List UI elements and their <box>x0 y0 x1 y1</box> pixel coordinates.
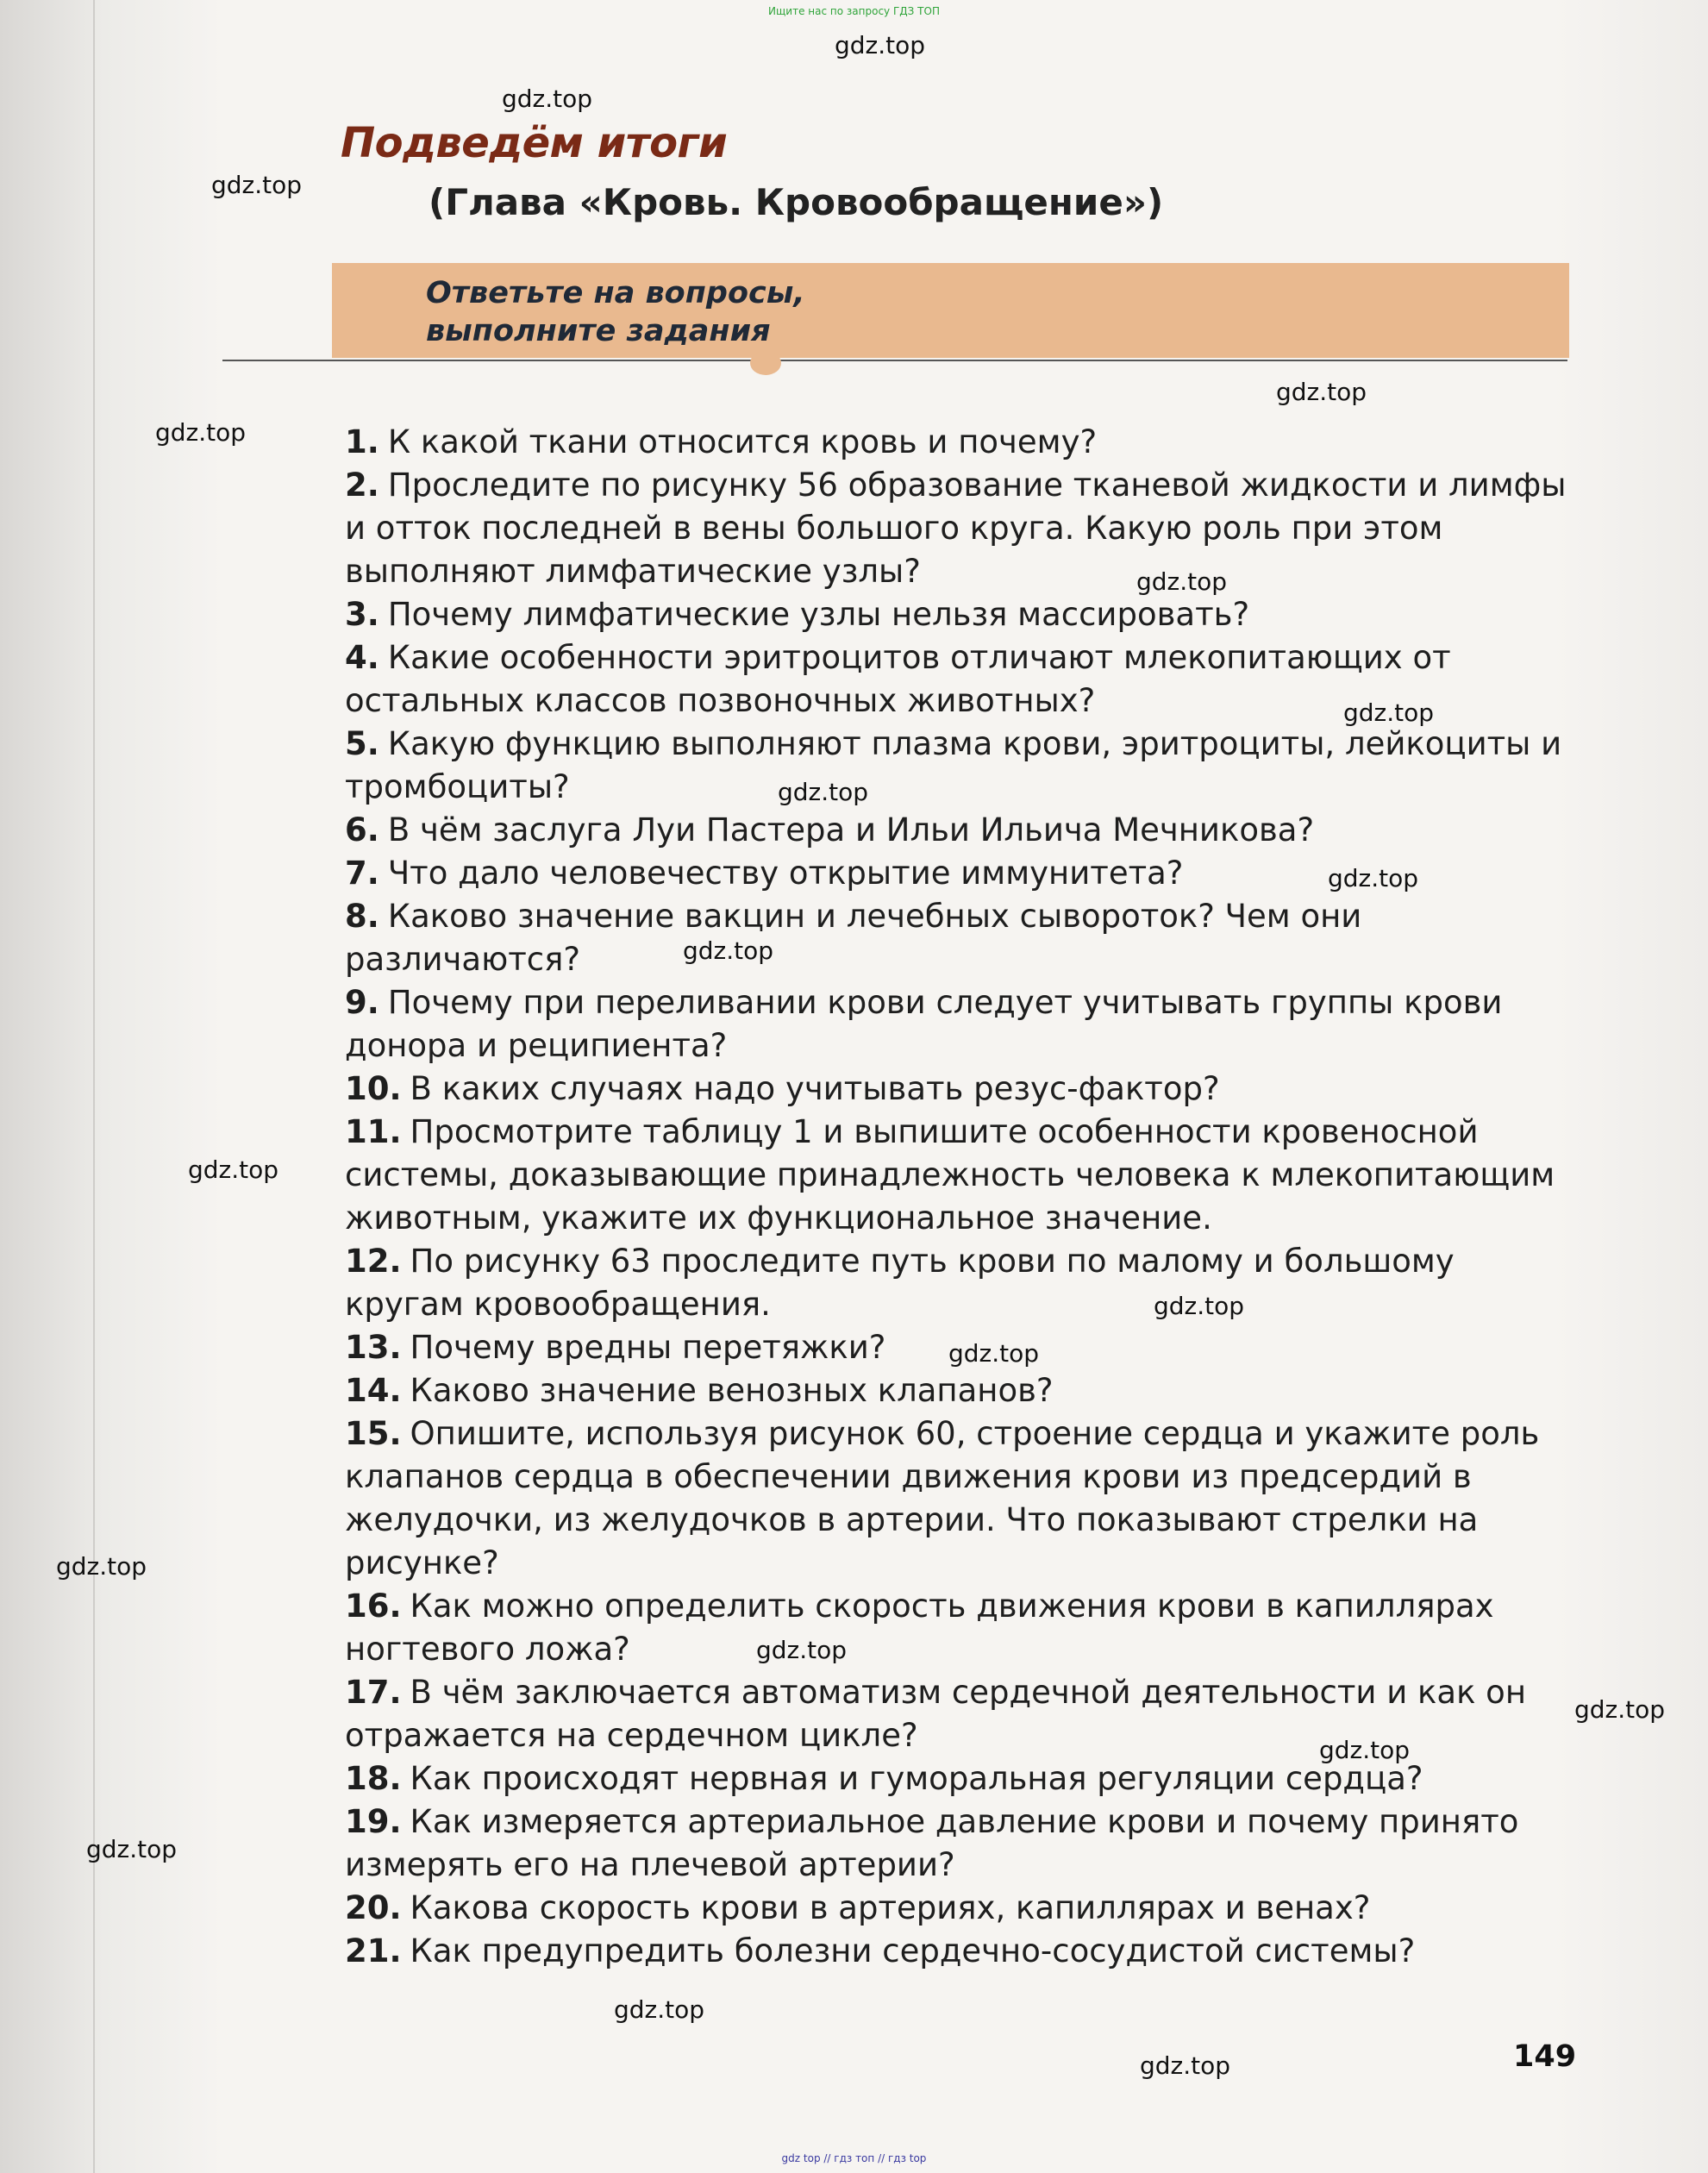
question-text: Как предупредить болезни сердечно-сосудистой системы? <box>410 1932 1416 1969</box>
question-item <box>345 593 1569 636</box>
watermark: gdz.top <box>1136 567 1228 596</box>
question-text: Как можно определить скорость движения крови в капиллярах ногтевого ложа? <box>345 1587 1494 1668</box>
question-item <box>345 1800 1569 1887</box>
question-number: 9. <box>345 984 379 1021</box>
watermark: gdz.top <box>56 1552 147 1581</box>
question-number: 10. <box>345 1070 402 1107</box>
question-number: 6. <box>345 811 379 849</box>
question-text: Какую функцию выполняют плазма крови, эритроциты, лейкоциты и тромбоциты? <box>345 725 1562 805</box>
question-item <box>345 1887 1569 1930</box>
question-number: 16. <box>345 1587 402 1625</box>
watermark: gdz.top <box>502 85 593 113</box>
question-number: 12. <box>345 1243 402 1280</box>
section-title-line2: выполните задания <box>426 314 771 348</box>
question-text: В каких случаях надо учитывать резус-фактор? <box>410 1070 1220 1107</box>
page-number: 149 <box>1513 2039 1577 2074</box>
question-number: 3. <box>345 596 379 633</box>
question-number: 18. <box>345 1760 402 1797</box>
question-text: Какова скорость крови в артериях, капиллярах и венах? <box>410 1889 1371 1926</box>
watermark: gdz.top <box>155 418 247 447</box>
question-number: 1. <box>345 423 379 460</box>
section-title-line1: Ответьте на вопросы, <box>426 276 805 310</box>
question-text: Какие особенности эритроцитов отличают млекопитающих от остальных классов позвоночных животных? <box>345 639 1451 719</box>
question-number: 19. <box>345 1803 402 1840</box>
question-item <box>345 1111 1569 1240</box>
watermark: gdz.top <box>614 1995 705 2024</box>
question-number: 5. <box>345 725 379 762</box>
question-text: Опишите, используя рисунок 60, строение сердца и укажите роль клапанов сердца в обеспечении движения крови из предсердий в желудочки, из желудочков в артерии. Что показывают стрелки на рисунке? <box>345 1415 1540 1581</box>
section-title <box>426 274 1029 350</box>
question-number: 21. <box>345 1932 402 1969</box>
divider <box>222 360 1567 361</box>
question-number: 15. <box>345 1415 402 1452</box>
watermark: gdz.top <box>778 778 869 806</box>
question-item <box>345 1585 1569 1671</box>
question-item <box>345 1412 1569 1585</box>
question-number: 7. <box>345 855 379 892</box>
watermark: gdz.top <box>1140 2051 1231 2080</box>
question-number: 20. <box>345 1889 402 1926</box>
chapter-subheading: (Глава «Кровь. Кровообращение») <box>429 181 1164 223</box>
watermark: gdz.top <box>211 171 303 199</box>
question-number: 17. <box>345 1674 402 1711</box>
question-text: Каково значение венозных клапанов? <box>410 1372 1054 1409</box>
question-text: В чём заключается автоматизм сердечной деятельности и как он отражается на сердечном цикле? <box>345 1674 1527 1754</box>
question-number: 13. <box>345 1329 402 1366</box>
question-item <box>345 1369 1569 1412</box>
question-text: Как происходят нервная и гуморальная регуляции сердца? <box>410 1760 1423 1797</box>
watermark: gdz.top <box>1154 1292 1245 1320</box>
question-text: Каково значение вакцин и лечебных сывороток? Чем они различаются? <box>345 898 1362 978</box>
question-text: Почему при переливании крови следует учитывать группы крови донора и реципиента? <box>345 984 1503 1064</box>
top-banner[interactable]: Ищите нас по запросу ГДЗ ТОП <box>768 5 940 17</box>
question-number: 2. <box>345 467 379 504</box>
question-number: 11. <box>345 1113 402 1150</box>
question-text: Что дало человечеству открытие иммунитета? <box>387 855 1184 892</box>
question-item <box>345 895 1569 981</box>
question-text: Просмотрите таблицу 1 и выпишите особенности кровеносной системы, доказывающие принадлежность человека к млекопитающим животным, укажите их функциональное значение. <box>345 1113 1555 1237</box>
question-number: 14. <box>345 1372 402 1409</box>
question-item <box>345 981 1569 1068</box>
watermark: gdz.top <box>1276 378 1367 406</box>
question-text: В чём заслуга Луи Пастера и Ильи Ильича Мечникова? <box>387 811 1315 849</box>
question-item <box>345 809 1569 852</box>
question-item <box>345 1068 1569 1111</box>
question-text: Как измеряется артериальное давление крови и почему принято измерять его на плечевой артерии? <box>345 1803 1519 1883</box>
question-text: Проследите по рисунку 56 образование тканевой жидкости и лимфы и отток последней в вены большого круга. Какую роль при этом выполняют лимфатические узлы? <box>345 467 1567 590</box>
watermark: gdz.top <box>1574 1695 1666 1724</box>
watermark: gdz.top <box>756 1636 848 1664</box>
question-number: 4. <box>345 639 379 676</box>
question-text: Почему лимфатические узлы нельзя массировать? <box>387 596 1250 633</box>
watermark: gdz.top <box>948 1339 1040 1368</box>
watermark: gdz.top <box>188 1155 279 1184</box>
watermark: gdz.top <box>86 1835 178 1863</box>
watermark: gdz.top <box>1328 864 1419 892</box>
question-item <box>345 421 1569 464</box>
question-text: Почему вредны перетяжки? <box>410 1329 886 1366</box>
watermark: gdz.top <box>683 936 774 965</box>
watermark: gdz.top <box>1343 698 1435 727</box>
question-text: К какой ткани относится кровь и почему? <box>387 423 1098 460</box>
watermark: gdz.top <box>835 31 926 59</box>
question-item <box>345 723 1569 809</box>
question-item <box>345 1930 1569 1973</box>
watermark: gdz.top <box>1319 1736 1411 1764</box>
question-number: 8. <box>345 898 379 935</box>
bottom-banner[interactable]: gdz top // гдз топ // гдз top <box>781 2152 927 2164</box>
divider-marker <box>750 351 781 375</box>
heading: Подведём итоги <box>341 119 728 167</box>
question-item <box>345 464 1569 593</box>
question-text: По рисунку 63 проследите путь крови по малому и большому кругам кровообращения. <box>345 1243 1455 1323</box>
question-item <box>345 1240 1569 1326</box>
